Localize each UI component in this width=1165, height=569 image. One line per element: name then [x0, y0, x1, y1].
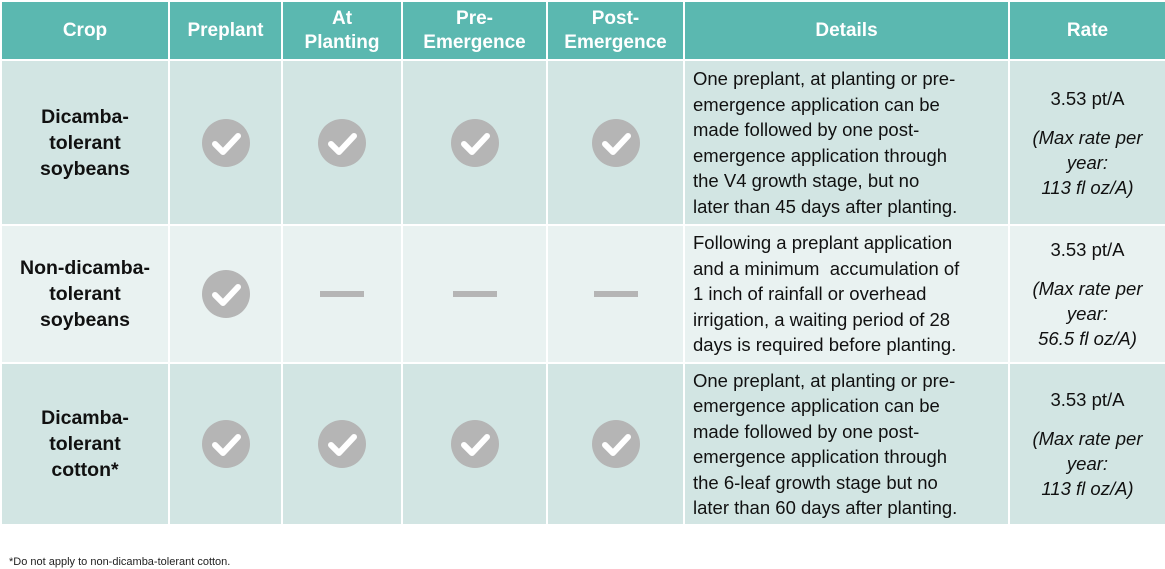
- check-icon: [202, 270, 250, 318]
- check-icon: [318, 119, 366, 167]
- crop-name: Dicamba- tolerant cotton*: [1, 363, 169, 525]
- check-icon: [451, 119, 499, 167]
- rate-cell: [1009, 225, 1165, 363]
- details-text: Following a preplant application and a minimum accumulation of 1 inch of rainfall or overhead irrigation, a waiting period of 28 days is required before planting.: [684, 225, 1009, 363]
- header-rate: Rate: [1009, 1, 1165, 60]
- rate-value: 3.53 pt/A: [1050, 389, 1125, 410]
- rate-note: (Max rate per year: 113 fl oz/A): [1032, 126, 1143, 198]
- preplant-cell: [169, 225, 282, 363]
- rate-value: 3.53 pt/A: [1050, 87, 1125, 109]
- at-planting-cell: [282, 60, 402, 225]
- header-preplant: Preplant: [169, 1, 282, 60]
- check-icon: [592, 420, 640, 468]
- dash-icon: [320, 291, 364, 297]
- at-planting-cell: [282, 363, 402, 525]
- at-planting-cell: [282, 225, 402, 363]
- pre-emergence-cell: [402, 60, 547, 225]
- rate-note: (Max rate per year: 113 fl oz/A): [1032, 428, 1143, 499]
- rate-cell: [1009, 60, 1165, 225]
- table-row: [1, 363, 1165, 525]
- preplant-cell: [169, 60, 282, 225]
- post-emergence-cell: [547, 225, 684, 363]
- preplant-cell: [169, 363, 282, 525]
- details-text: One preplant, at planting or pre- emergence application can be made followed by one post- emergence application through the 6-leaf growth stage but no later than 60 days after planting.: [684, 363, 1009, 525]
- dash-icon: [594, 291, 638, 297]
- header-pre-emergence: Pre- Emergence: [402, 1, 547, 60]
- table-row: [1, 225, 1165, 363]
- post-emergence-cell: [547, 363, 684, 525]
- crop-name: Non-dicamba- tolerant soybeans: [1, 225, 169, 363]
- rate-note: (Max rate per year: 56.5 fl oz/A): [1032, 278, 1143, 349]
- crop-name: Dicamba- tolerant soybeans: [1, 60, 169, 225]
- check-icon: [202, 420, 250, 468]
- rate-value: 3.53 pt/A: [1050, 239, 1125, 260]
- header-at-planting: At Planting: [282, 1, 402, 60]
- header-post-emergence: Post- Emergence: [547, 1, 684, 60]
- dash-icon: [453, 291, 497, 297]
- footnote: *Do not apply to non-dicamba-tolerant cotton.: [9, 556, 231, 568]
- details-text: One preplant, at planting or pre- emergence application can be made followed by one post- emergence application through the V4 growth stage, but no later than 45 days after planting.: [684, 60, 1009, 225]
- rate-cell: [1009, 363, 1165, 525]
- post-emergence-cell: [547, 60, 684, 225]
- pre-emergence-cell: [402, 225, 547, 363]
- check-icon: [592, 119, 640, 167]
- header-details: Details: [684, 1, 1009, 60]
- pre-emergence-cell: [402, 363, 547, 525]
- check-icon: [451, 420, 499, 468]
- header-crop: Crop: [1, 1, 169, 60]
- header-row: [1, 1, 1165, 60]
- check-icon: [318, 420, 366, 468]
- check-icon: [202, 119, 250, 167]
- table-row: [1, 60, 1165, 225]
